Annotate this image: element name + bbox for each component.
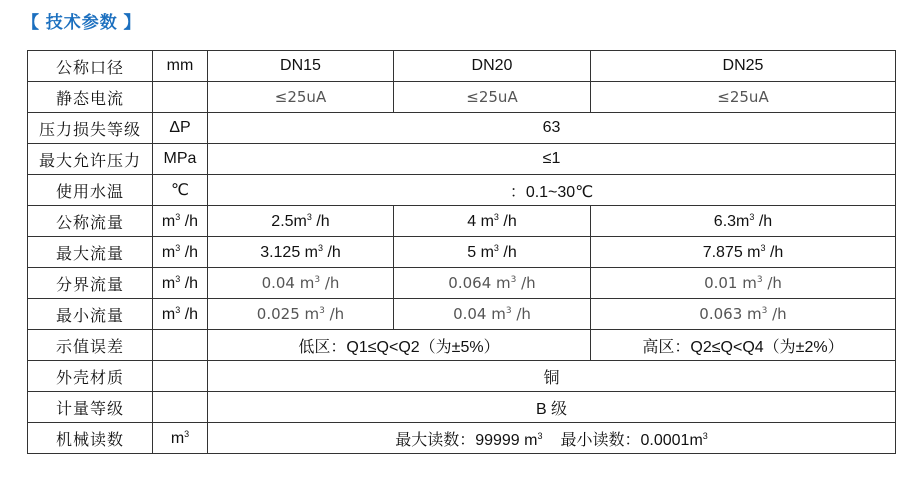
row-label: 机械读数 — [28, 423, 153, 454]
value-cell: 0.063 $m^3$ /h — [591, 299, 896, 330]
table-row — [28, 268, 896, 299]
table-row — [28, 51, 896, 82]
spec-table — [27, 50, 896, 454]
value-cell: ：0.1~30℃ — [208, 175, 896, 206]
unit-cell — [153, 330, 208, 361]
table-row — [28, 299, 896, 330]
row-label: 压力损失等级 — [28, 113, 153, 144]
header-cell: DN15 — [208, 51, 394, 82]
unit-cell: MPa — [153, 144, 208, 175]
unit-cell: ℃ — [153, 175, 208, 206]
table-row — [28, 206, 896, 237]
section-heading: 【 技术参数 】 — [22, 13, 142, 32]
row-label: 计量等级 — [28, 392, 153, 423]
unit-cell: $m^3$ /h — [153, 206, 208, 237]
unit-cell: $m^3$ /h — [153, 268, 208, 299]
row-label: 静态电流 — [28, 82, 153, 113]
row-label: 最大允许压力 — [28, 144, 153, 175]
value-cell: $2.5m^3$ /h — [208, 206, 394, 237]
value-cell: B 级 — [208, 392, 896, 423]
value-cell: 0.04 $m^3$ /h — [394, 299, 591, 330]
unit-cell: $m^3$ — [153, 423, 208, 454]
value-cell: 63 — [208, 113, 896, 144]
value-cell: 3.125 $m^3$ /h — [208, 237, 394, 268]
row-label: 最小流量 — [28, 299, 153, 330]
unit-cell: ΔP — [153, 113, 208, 144]
header-cell: 公称口径 — [28, 51, 153, 82]
table-row — [28, 237, 896, 268]
row-label: 分界流量 — [28, 268, 153, 299]
table-row — [28, 330, 896, 361]
value-cell: 7.875 $m^3$ /h — [591, 237, 896, 268]
row-label: 最大流量 — [28, 237, 153, 268]
row-label: 示值误差 — [28, 330, 153, 361]
table-row — [28, 361, 896, 392]
value-cell: 铜 — [208, 361, 896, 392]
row-label: 外壳材质 — [28, 361, 153, 392]
value-cell: $6.3m^3$ /h — [591, 206, 896, 237]
value-cell: ≤25uA — [591, 82, 896, 113]
value-cell: ≤25uA — [208, 82, 394, 113]
row-label: 公称流量 — [28, 206, 153, 237]
value-cell: 低区：Q1≤Q<Q2（为±5%） — [208, 330, 591, 361]
header-cell: DN25 — [591, 51, 896, 82]
table-row — [28, 423, 896, 454]
table-row — [28, 175, 896, 206]
value-cell: 0.064 $m^3$ /h — [394, 268, 591, 299]
unit-cell — [153, 361, 208, 392]
row-label: 使用水温 — [28, 175, 153, 206]
table-row — [28, 113, 896, 144]
value-cell: 最大读数：99999 $m^3$ 最小读数：$0.0001m^3$ — [208, 423, 896, 454]
value-cell: ≤25uA — [394, 82, 591, 113]
unit-cell: $m^3$ /h — [153, 299, 208, 330]
value-cell: 5 $m^3$ /h — [394, 237, 591, 268]
header-cell: DN20 — [394, 51, 591, 82]
table-row — [28, 82, 896, 113]
header-cell: mm — [153, 51, 208, 82]
unit-cell — [153, 82, 208, 113]
table-row — [28, 392, 896, 423]
value-cell: 0.04 $m^3$ /h — [208, 268, 394, 299]
unit-cell: $m^3$ /h — [153, 237, 208, 268]
value-cell: 4 $m^3$ /h — [394, 206, 591, 237]
unit-cell — [153, 392, 208, 423]
value-cell: ≤1 — [208, 144, 896, 175]
value-cell: 0.025 $m^3$ /h — [208, 299, 394, 330]
table-row — [28, 144, 896, 175]
value-cell: 高区：Q2≤Q<Q4（为±2%） — [591, 330, 896, 361]
value-cell: 0.01 $m^3$ /h — [591, 268, 896, 299]
